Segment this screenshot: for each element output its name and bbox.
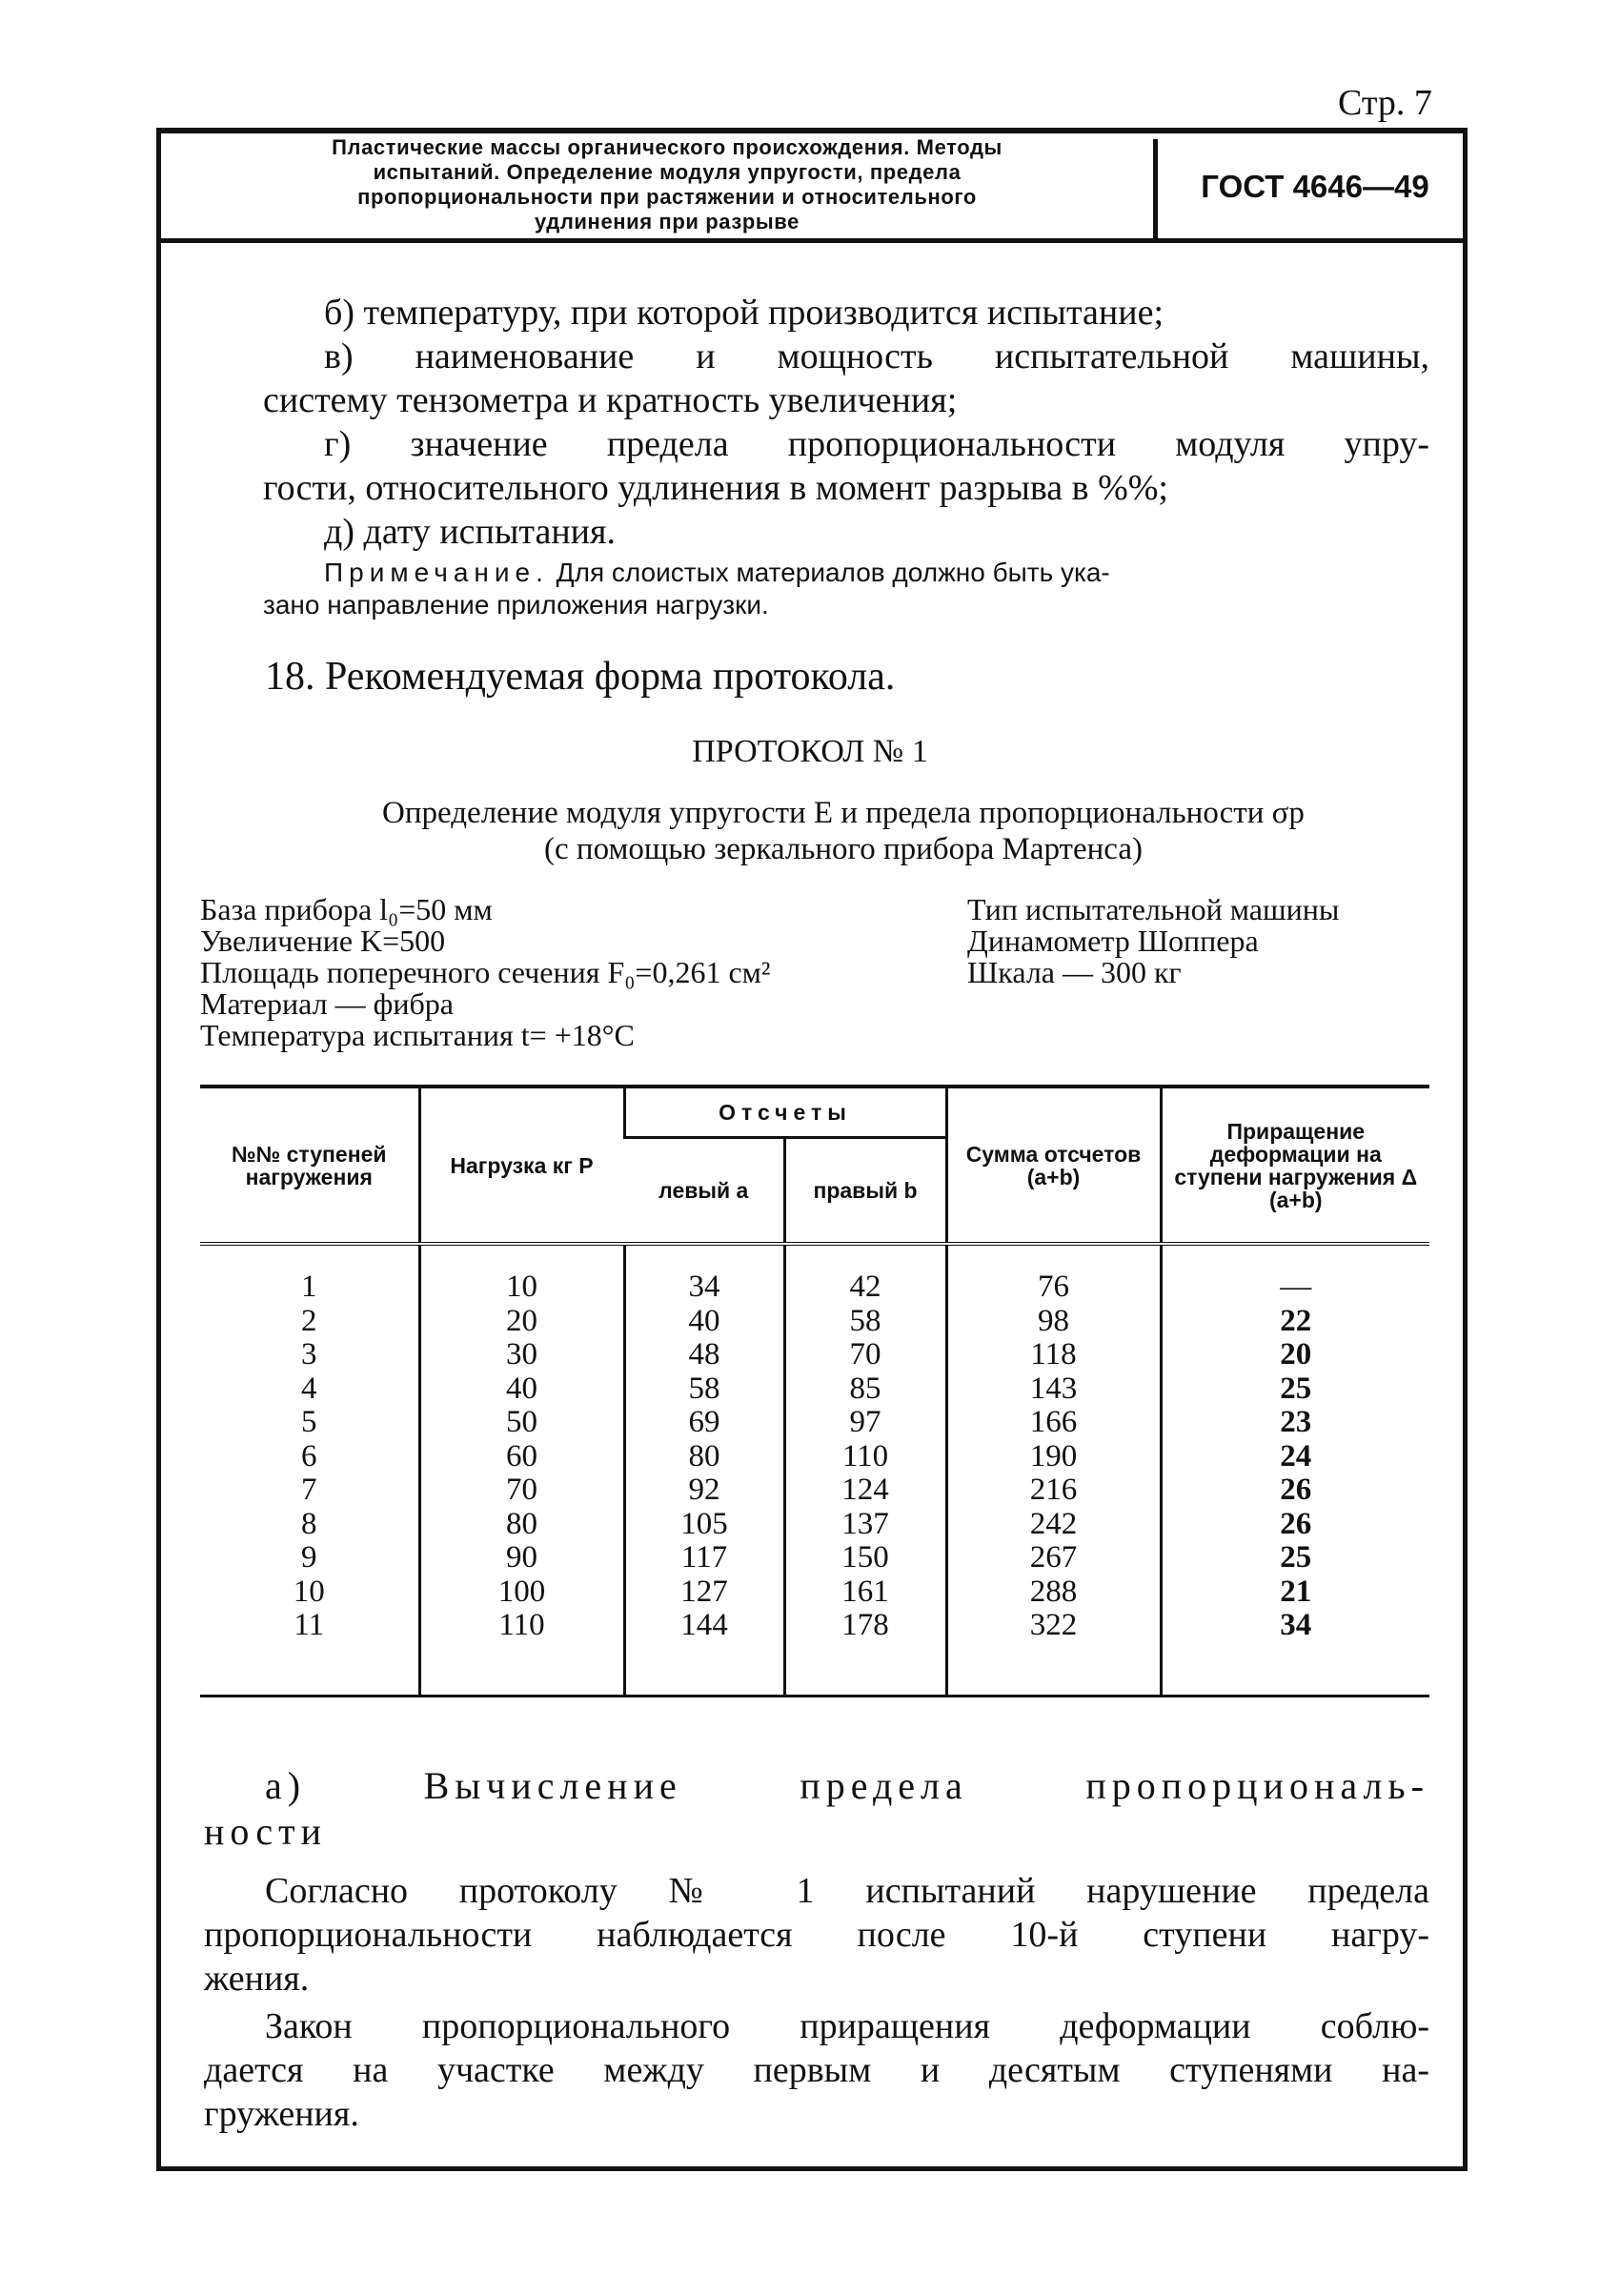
cell-sum: 98: [946, 1305, 1161, 1339]
cell-increment: —: [1161, 1244, 1429, 1305]
list-item-v-line2: систему тензометра и кратность увеличения;: [263, 380, 958, 420]
cell-step: 8: [301, 1506, 317, 1541]
table-row: [200, 1473, 1429, 1508]
cell-load: 60: [419, 1440, 624, 1474]
cell-step: 7: [301, 1473, 317, 1507]
cell-sum: 267: [946, 1541, 1161, 1575]
list-item-g-line1: г) значение предела пропорциональности модуля упру-: [324, 424, 1429, 464]
paragraph1-line1: Согласно протоколу № 1 испытаний нарушение предела: [265, 1871, 1429, 1911]
cell-left: 80: [624, 1440, 784, 1474]
cell-left: 34: [624, 1244, 784, 1305]
cell-sum: 242: [946, 1508, 1161, 1542]
page-number: Стр. 7: [1338, 83, 1432, 123]
protocol-subtitle-line1: Определение модуля упругости E и предела пропорциональности σp: [382, 796, 1305, 830]
cell-increment: 26: [1161, 1508, 1429, 1542]
section-a-heading-line2: ности: [204, 1810, 328, 1853]
cell-increment: 25: [1161, 1372, 1429, 1407]
header-load: Нагрузка кг P: [419, 1087, 624, 1244]
cell-step: 3: [301, 1337, 317, 1372]
gost-number: ГОСТ 4646—49: [1201, 169, 1429, 204]
header-readings: Отсчеты: [624, 1087, 946, 1138]
title-line: Пластические массы органического происхождения. Методы: [332, 135, 1002, 159]
cell-step: 4: [301, 1371, 317, 1406]
cell-left: 127: [624, 1575, 784, 1610]
note-line2: зано направление приложения нагрузки.: [263, 590, 769, 620]
cell-sum: 143: [946, 1372, 1161, 1407]
cell-right: 70: [784, 1338, 946, 1372]
list-item-b: б) температуру, при которой производится испытание;: [324, 293, 1164, 333]
cell-right: 97: [784, 1406, 946, 1440]
cell-step: 11: [200, 1609, 419, 1696]
title-line: удлинения при разрыве: [535, 210, 800, 234]
table-row: [200, 1541, 1429, 1575]
paragraph2-line3: гружения.: [204, 2094, 359, 2134]
paragraph1-line3: жения.: [204, 1959, 310, 1999]
note-text: Для слоистых материалов должно быть ука-: [556, 558, 1110, 587]
cell-step: 6: [301, 1438, 317, 1473]
param-magnification: Увеличение K=500: [200, 924, 446, 958]
cell-sum: 118: [946, 1338, 1161, 1372]
cell-right: 178: [784, 1609, 946, 1696]
cell-increment: 34: [1161, 1609, 1429, 1696]
cell-sum: 216: [946, 1473, 1161, 1508]
note-label: Примечание.: [324, 558, 549, 587]
cell-load: 70: [419, 1473, 624, 1508]
cell-right: 110: [784, 1440, 946, 1474]
cell-right: 42: [784, 1244, 946, 1305]
header-right: правый b: [784, 1138, 946, 1245]
cell-increment: 26: [1161, 1473, 1429, 1508]
cell-load: 10: [419, 1244, 624, 1305]
cell-step: 9: [301, 1540, 317, 1575]
cell-right: 161: [784, 1575, 946, 1610]
table-row: [200, 1609, 1429, 1696]
paragraph2-line2: дается на участке между первым и десятым ступенями на-: [204, 2050, 1429, 2090]
protocol-subtitle-line2: (с помощью зеркального прибора Мартенса): [544, 832, 1143, 866]
param-dynamometer: Динамометр Шоппера: [967, 924, 1259, 958]
table-row: [200, 1372, 1429, 1407]
cell-right: 150: [784, 1541, 946, 1575]
header-step: №№ ступеней нагружения: [200, 1087, 419, 1244]
param-machine-type: Тип испытательной машины: [967, 892, 1340, 926]
cell-load: 20: [419, 1305, 624, 1339]
table-row: [200, 1305, 1429, 1339]
param-scale: Шкала — 300 кг: [967, 955, 1182, 989]
table-row: [200, 1338, 1429, 1372]
title-line: пропорциональности при растяжении и относительного: [357, 185, 977, 209]
protocol-title: ПРОТОКОЛ № 1: [692, 734, 928, 769]
cell-increment: 21: [1161, 1575, 1429, 1610]
header-bottom-rule: [156, 238, 1468, 243]
cell-increment: 25: [1161, 1541, 1429, 1575]
cell-sum: 322: [946, 1609, 1161, 1696]
standard-title: [191, 135, 1144, 234]
cell-increment: 20: [1161, 1338, 1429, 1372]
note-line1: [324, 557, 1429, 588]
cell-load: 80: [419, 1508, 624, 1542]
table-row: [200, 1440, 1429, 1474]
cell-left: 117: [624, 1541, 784, 1575]
cell-increment: 22: [1161, 1305, 1429, 1339]
param-cross-section: Площадь поперечного сечения F₀=0,261 см²: [200, 955, 771, 989]
cell-right: 85: [784, 1372, 946, 1407]
cell-load: 50: [419, 1406, 624, 1440]
cell-load: 90: [419, 1541, 624, 1575]
title-line: испытаний. Определение модуля упругости, предела: [373, 160, 962, 184]
protocol-table: [200, 1085, 1429, 1697]
cell-step: 10: [293, 1574, 325, 1609]
cell-load: 40: [419, 1372, 624, 1407]
table-row: [200, 1244, 1429, 1305]
section-18-heading: 18. Рекомендуемая форма протокола.: [265, 655, 896, 699]
table-row: [200, 1575, 1429, 1610]
table-row: [200, 1406, 1429, 1440]
header-sum: Сумма отсчетов (a+b): [946, 1087, 1161, 1244]
param-base: База прибора l₀=50 мм: [200, 892, 493, 926]
cell-left: 105: [624, 1508, 784, 1542]
cell-step: 1: [200, 1244, 419, 1305]
params-right: [967, 894, 1339, 988]
params-left: [200, 894, 771, 1051]
cell-left: 40: [624, 1305, 784, 1339]
section-a-heading-line1: а) Вычисление предела пропорциональ-: [265, 1764, 1429, 1807]
cell-left: 69: [624, 1406, 784, 1440]
header-increment: Приращение деформации на ступени нагружения Δ (a+b): [1161, 1087, 1429, 1244]
header-left: левый a: [624, 1138, 784, 1245]
param-temperature: Температура испытания t= +18°С: [200, 1018, 635, 1052]
cell-left: 144: [624, 1609, 784, 1696]
cell-load: 100: [419, 1575, 624, 1610]
cell-sum: 76: [946, 1244, 1161, 1305]
cell-right: 124: [784, 1473, 946, 1508]
cell-step: 2: [301, 1303, 317, 1338]
cell-load: 30: [419, 1338, 624, 1372]
cell-left: 92: [624, 1473, 784, 1508]
cell-right: 137: [784, 1508, 946, 1542]
cell-increment: 24: [1161, 1440, 1429, 1474]
table-row: [200, 1508, 1429, 1542]
cell-right: 58: [784, 1305, 946, 1339]
paragraph2-line1: Закон пропорционального приращения деформации соблю-: [265, 2006, 1429, 2046]
list-item-g-line2: гости, относительного удлинения в момент разрыва в %%;: [263, 468, 1168, 508]
cell-sum: 190: [946, 1440, 1161, 1474]
cell-left: 48: [624, 1338, 784, 1372]
cell-step: 5: [301, 1405, 317, 1439]
header-separator: [1153, 139, 1158, 238]
cell-sum: 166: [946, 1406, 1161, 1440]
cell-load: 110: [419, 1609, 624, 1696]
paragraph1-line2: пропорциональности наблюдается после 10-й ступени нагру-: [204, 1915, 1429, 1955]
cell-sum: 288: [946, 1575, 1161, 1610]
list-item-d: д) дату испытания.: [324, 512, 616, 552]
param-material: Материал — фибра: [200, 986, 454, 1021]
cell-increment: 23: [1161, 1406, 1429, 1440]
cell-left: 58: [624, 1372, 784, 1407]
list-item-v-line1: в) наименование и мощность испытательной машины,: [324, 336, 1429, 376]
